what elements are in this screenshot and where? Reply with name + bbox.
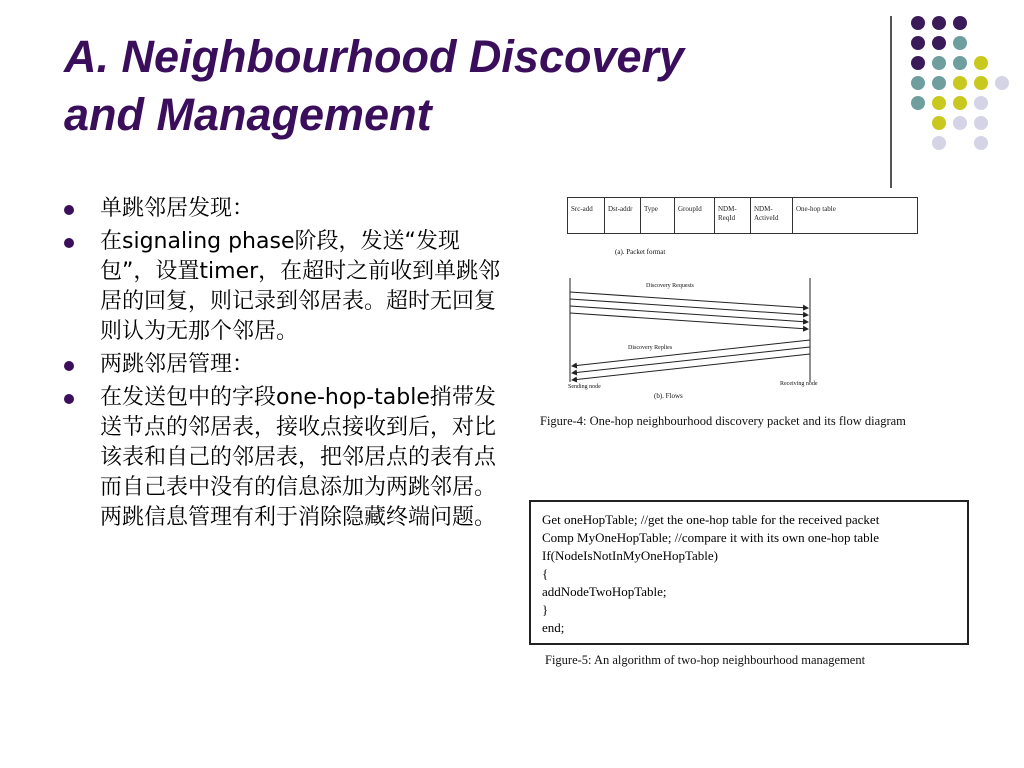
bullet-item: 两跳邻居管理： bbox=[62, 350, 502, 380]
decorative-dot bbox=[911, 96, 925, 110]
packet-field: Src-add bbox=[568, 198, 605, 233]
packet-field: Dst-addr bbox=[605, 198, 641, 233]
packet-field: One-hop table bbox=[796, 205, 836, 213]
request-arrow bbox=[570, 299, 808, 315]
discovery-replies-label: Discovery Replies bbox=[628, 345, 673, 351]
decorative-dot bbox=[932, 16, 946, 30]
reply-arrow bbox=[572, 354, 810, 380]
decorative-divider bbox=[890, 16, 892, 188]
reply-arrow bbox=[572, 340, 810, 366]
decorative-dot bbox=[953, 16, 967, 30]
packet-field: Type bbox=[641, 198, 675, 233]
bullet-list bbox=[62, 194, 502, 536]
decorative-dot bbox=[974, 56, 988, 70]
decorative-dot bbox=[932, 96, 946, 110]
decorative-dot bbox=[974, 136, 988, 150]
slide-title-line-1: A. Neighbourhood Discovery bbox=[64, 31, 685, 82]
decorative-dot bbox=[953, 76, 967, 90]
code-line: } bbox=[542, 602, 549, 617]
bullet-item: 在发送包中的字段one-hop-table捎带发送节点的邻居表，接收点接收到后，对比该表和自己的邻居表，把邻居点的表有点而自己表中没有的信息添加为两跳邻居。两跳信息管理有利于消除隐藏终端问题。 bbox=[62, 383, 502, 533]
decorative-dot bbox=[932, 36, 946, 50]
request-arrow bbox=[570, 313, 808, 329]
decorative-dot bbox=[932, 56, 946, 70]
decorative-dot bbox=[911, 56, 925, 70]
code-line: If(NodeIsNotInMyOneHopTable) bbox=[542, 548, 718, 563]
decorative-dot bbox=[953, 96, 967, 110]
decorative-dot bbox=[974, 76, 988, 90]
decorative-dot bbox=[953, 56, 967, 70]
code-line: { bbox=[542, 566, 549, 581]
code-line: Comp MyOneHopTable; //compare it with its own one-hop table bbox=[542, 530, 880, 545]
algorithm-box bbox=[529, 500, 969, 645]
flows-caption: (b). Flows bbox=[654, 392, 683, 400]
receiving-node-label: Receiving node bbox=[780, 381, 818, 387]
decorative-dot bbox=[932, 116, 946, 130]
bullet-item: 在signaling phase阶段，发送“发现包”，设置timer，在超时之前收到单跳邻居的回复，则记录到邻居表。超时无回复则认为无那个邻居。 bbox=[62, 227, 502, 347]
figure-4-caption: Figure-4: One-hop neighbourhood discovery packet and its flow diagram bbox=[540, 414, 906, 428]
discovery-requests-label: Discovery Requests bbox=[646, 283, 694, 289]
sending-node-label: Sending node bbox=[568, 384, 601, 390]
slide-title bbox=[64, 28, 864, 144]
slide-title-line-2: and Management bbox=[64, 89, 432, 140]
decorative-dot bbox=[932, 136, 946, 150]
decorative-dot bbox=[932, 76, 946, 90]
figure-5-caption: Figure-5: An algorithm of two-hop neighbourhood management bbox=[545, 653, 866, 667]
request-arrow bbox=[570, 292, 808, 308]
code-line: end; bbox=[542, 620, 565, 635]
decorative-dot bbox=[911, 36, 925, 50]
decorative-dot bbox=[974, 96, 988, 110]
reply-arrow bbox=[572, 347, 810, 373]
decorative-dot bbox=[953, 36, 967, 50]
packet-field: NDM-ActiveId bbox=[751, 198, 793, 233]
code-line: Get oneHopTable; //get the one-hop table for the received packet bbox=[542, 512, 880, 527]
packet-field: NDM-ReqId bbox=[715, 198, 751, 233]
decorative-dot bbox=[911, 76, 925, 90]
decorative-dot bbox=[995, 76, 1009, 90]
code-line: addNodeTwoHopTable; bbox=[542, 584, 667, 599]
packet-format-table bbox=[567, 197, 918, 234]
decorative-dot bbox=[911, 16, 925, 30]
bullet-item: 单跳邻居发现： bbox=[62, 194, 502, 224]
request-arrow bbox=[570, 306, 808, 322]
packet-field: GroupId bbox=[675, 198, 715, 233]
decorative-dot bbox=[974, 116, 988, 130]
packet-format-caption: (a). Packet format bbox=[615, 248, 666, 256]
decorative-dot bbox=[953, 116, 967, 130]
